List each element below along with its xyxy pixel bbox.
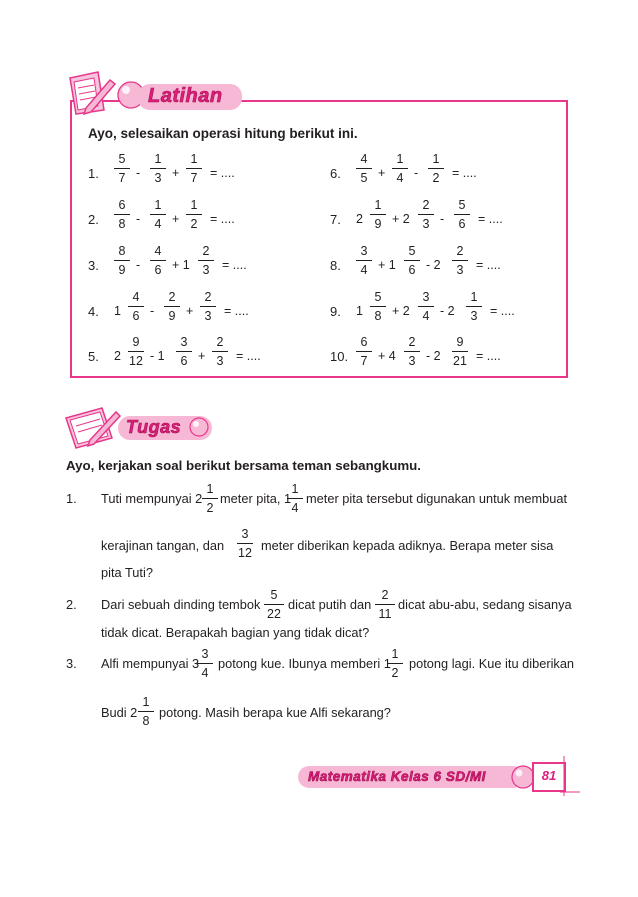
equals-blank: = ....: [236, 349, 261, 363]
operator: -: [414, 166, 419, 180]
operator: -: [440, 212, 445, 226]
fraction: 1 9: [370, 198, 386, 232]
problem-number: 8.: [330, 258, 341, 273]
operator: 1: [356, 304, 363, 318]
equals-blank: = ....: [452, 166, 477, 180]
operator: -: [136, 212, 141, 226]
problem-number: 4.: [88, 304, 99, 319]
operator: -: [136, 258, 141, 272]
fraction: 2 3: [198, 244, 214, 278]
q3-number: 3.: [66, 656, 77, 671]
q3-fraction-2: 1 2: [387, 647, 403, 681]
equals-blank: = ....: [224, 304, 249, 318]
q2-text-d: tidak dicat. Berapakah bagian yang tidak dicat?: [101, 625, 370, 640]
q3-text-a: Alfi mempunyai 3: [101, 656, 200, 671]
operator: + 1: [378, 258, 396, 272]
footer-book-title: Matematika Kelas 6 SD/MI: [308, 769, 486, 784]
q2-text-a: Dari sebuah dinding tembok: [101, 597, 261, 612]
operator: 2: [114, 349, 121, 363]
fraction: 2 3: [452, 244, 468, 278]
operator: +: [378, 166, 386, 180]
page-number: 81: [541, 768, 557, 783]
equals-blank: = ....: [478, 212, 503, 226]
latihan-box: [70, 100, 568, 378]
fraction: 1 4: [392, 152, 408, 186]
tugas-header: [62, 404, 222, 450]
problem-number: 1.: [88, 166, 99, 181]
problem-number: 3.: [88, 258, 99, 273]
problem-number: 5.: [88, 349, 99, 364]
fraction: 4 6: [150, 244, 166, 278]
operator: 1: [114, 304, 121, 318]
fraction: 6 8: [114, 198, 130, 232]
corner-lines-icon: [560, 756, 580, 796]
notepad-pencil-icon: [62, 404, 124, 450]
problem-number: 2.: [88, 212, 99, 227]
equals-blank: = ....: [490, 304, 515, 318]
fraction: 5 7: [114, 152, 130, 186]
fraction: 6 7: [356, 335, 372, 369]
operator: +: [172, 212, 180, 226]
q3-text-e: potong. Masih berapa kue Alfi sekarang?: [159, 705, 391, 720]
q1-fraction-3: 3 12: [238, 527, 252, 560]
operator: - 2: [440, 304, 455, 318]
fraction: 5 6: [404, 244, 420, 278]
fraction: 8 9: [114, 244, 130, 278]
fraction: 1 2: [186, 198, 202, 232]
equals-blank: = ....: [476, 349, 501, 363]
q3-text-b: potong kue. Ibunya memberi 1: [218, 656, 391, 671]
operator: - 2: [426, 258, 441, 272]
bubble-icon: [188, 416, 210, 438]
fraction: 2 3: [418, 198, 434, 232]
operator: +: [172, 166, 180, 180]
latihan-header: [64, 72, 244, 116]
fraction: 1 7: [186, 152, 202, 186]
fraction: 1 2: [428, 152, 444, 186]
operator: -: [150, 304, 155, 318]
q3-text-c: potong lagi. Kue itu diberikan: [409, 656, 575, 671]
q3-text-d: Budi 2: [101, 705, 138, 720]
q2-text-b: dicat putih dan: [288, 597, 372, 612]
q1-text-b: meter pita, 1: [220, 491, 292, 506]
problem-number: 10.: [330, 349, 349, 364]
q2-number: 2.: [66, 597, 77, 612]
q1-fraction-2: 1 4: [287, 482, 303, 516]
fraction: 2 9: [164, 290, 180, 324]
fraction: 4 5: [356, 152, 372, 186]
q3-fraction-1: 3 4: [197, 647, 213, 681]
problem-number: 7.: [330, 212, 341, 227]
q1-number: 1.: [66, 491, 77, 506]
fraction: 3 6: [176, 335, 192, 369]
equals-blank: = ....: [222, 258, 247, 272]
fraction: 5 8: [370, 290, 386, 324]
operator: 2: [356, 212, 363, 226]
operator: +: [198, 349, 206, 363]
q2-fraction-2: 2 11: [375, 588, 395, 622]
operator: + 2: [392, 212, 410, 226]
latihan-title: Latihan: [148, 85, 223, 107]
operator: + 4: [378, 349, 396, 363]
operator: +: [186, 304, 194, 318]
q1-text-e: meter diberikan kepada adiknya. Berapa meter sisa: [261, 538, 554, 553]
q1-text-d: kerajinan tangan, dan: [101, 538, 225, 553]
equals-blank: = ....: [210, 212, 235, 226]
q3-fraction-3: 1 8: [138, 695, 154, 729]
operator: - 1: [150, 349, 165, 363]
fraction: 3 4: [418, 290, 434, 324]
q1-fraction-1: 1 2: [202, 482, 218, 516]
fraction: 9 12: [129, 335, 143, 368]
fraction: 2 3: [404, 335, 420, 369]
fraction: 1 3: [466, 290, 482, 324]
q1-text-f: pita Tuti?: [101, 565, 153, 580]
fraction: 4 6: [128, 290, 144, 324]
operator: + 1: [172, 258, 190, 272]
fraction: 3 4: [356, 244, 372, 278]
operator: -: [136, 166, 141, 180]
q1-text-a: Tuti mempunyai 2: [101, 491, 203, 506]
fraction: 1 3: [150, 152, 166, 186]
fraction: 9 21: [453, 335, 467, 368]
q2-fraction-1: 5 22: [264, 588, 284, 622]
tugas-title: Tugas: [126, 417, 182, 437]
operator: - 2: [426, 349, 441, 363]
equals-blank: = ....: [210, 166, 235, 180]
operator: + 2: [392, 304, 410, 318]
latihan-instruction: Ayo, selesaikan operasi hitung berikut ini.: [88, 126, 358, 141]
fraction: 1 4: [150, 198, 166, 232]
fraction: 2 3: [212, 335, 228, 369]
problem-number: 9.: [330, 304, 341, 319]
problem-number: 6.: [330, 166, 341, 181]
tugas-instruction: Ayo, kerjakan soal berikut bersama teman sebangkumu.: [66, 458, 421, 473]
fraction: 5 6: [454, 198, 470, 232]
q1-text-c: meter pita tersebut digunakan untuk membuat: [306, 491, 568, 506]
fraction: 2 3: [200, 290, 216, 324]
q2-text-c: dicat abu-abu, sedang sisanya: [398, 597, 572, 612]
equals-blank: = ....: [476, 258, 501, 272]
